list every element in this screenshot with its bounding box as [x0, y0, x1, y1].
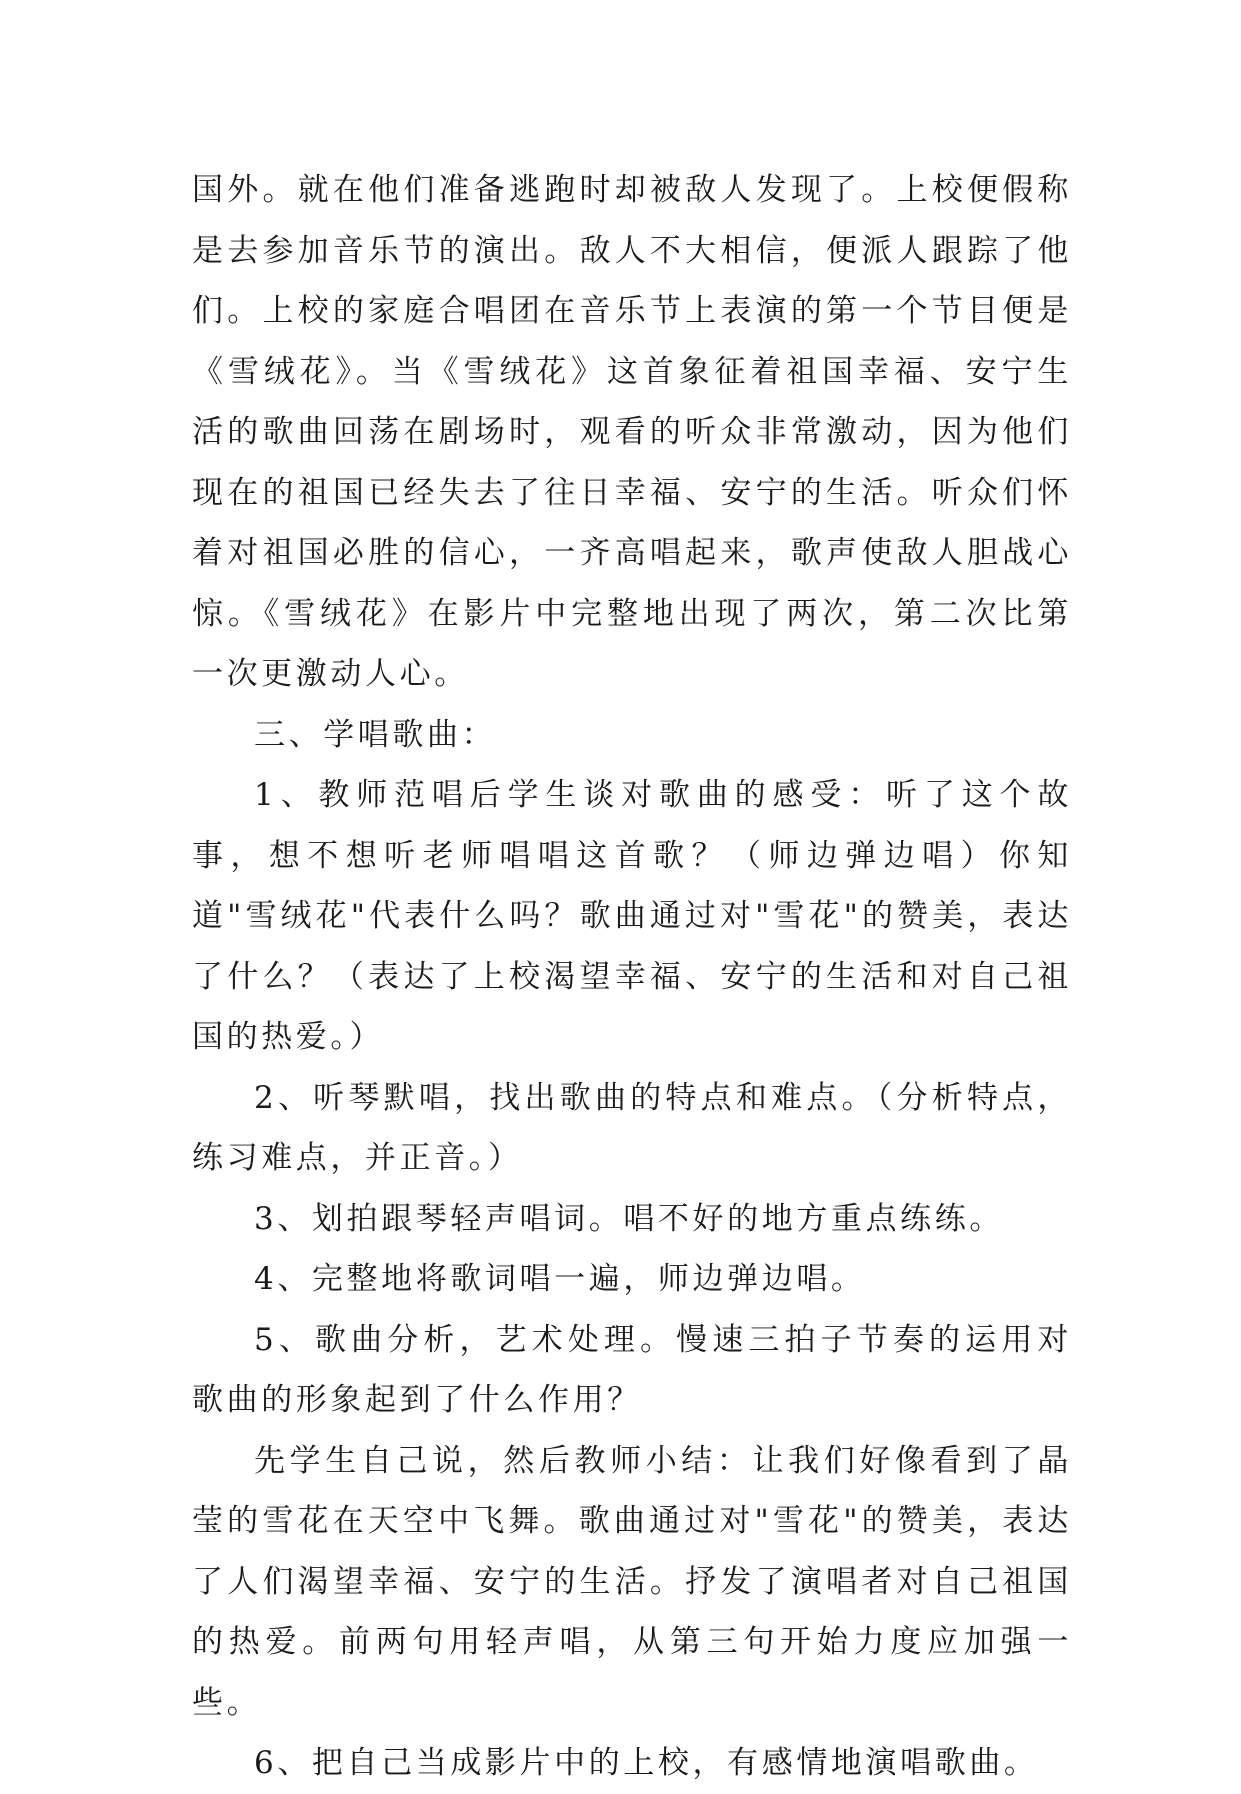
- step-6-paragraph: 6、把自己当成影片中的上校，有感情地演唱歌曲。: [254, 1745, 1039, 1781]
- step-1-paragraph: 1、教师范唱后学生谈对歌曲的感受：听了这个故事，想不想听老师唱唱这首歌？（师边弹边唱）你知道"雪绒花"代表什么吗？歌曲通过对"雪花"的赞美，表达了什么？（表达了上校渴望幸福、安宁的生活和对自己祖国的热爱。）: [192, 777, 1072, 1055]
- section-heading-learn-song: 三、学唱歌曲：: [254, 716, 497, 753]
- teacher-summary-paragraph: 先学生自己说，然后教师小结：让我们好像看到了晶莹的雪花在天空中飞舞。歌曲通过对"雪花"的赞美，表达了人们渴望幸福、安宁的生活。抒发了演唱者对自己祖国的热爱。前两句用轻声唱，从第三句开始力度应加强一些。: [192, 1442, 1072, 1721]
- paragraph-story-continuation: 国外。就在他们准备逃跑时却被敌人发现了。上校便假称是去参加音乐节的演出。敌人不大相信，便派人跟踪了他们。上校的家庭合唱团在音乐节上表演的第一个节目便是《雪绒花》。当《雪绒花》这首象征着祖国幸福、安宁生活的歌曲回荡在剧场时，观看的听众非常激动，因为他们现在的祖国已经失去了往日幸福、安宁的生活。听众们怀着对祖国必胜的信心，一齐高唱起来，歌声使敌人胆战心惊。《雪绒花》在影片中完整地出现了两次，第二次比第一次更激动人心。: [192, 172, 1072, 692]
- step-5-paragraph: 5、歌曲分析，艺术处理。慢速三拍子节奏的运用对歌曲的形象起到了什么作用？: [192, 1321, 1072, 1418]
- step-3-paragraph: 3、划拍跟琴轻声唱词。唱不好的地方重点练练。: [254, 1200, 1004, 1237]
- step-4-paragraph: 4、完整地将歌词唱一遍，师边弹边唱。: [254, 1261, 866, 1297]
- step-2-paragraph: 2、听琴默唱，找出歌曲的特点和难点。（分析特点，练习难点，并正音。）: [192, 1079, 1072, 1176]
- document-page: [192, 160, 1072, 1794]
